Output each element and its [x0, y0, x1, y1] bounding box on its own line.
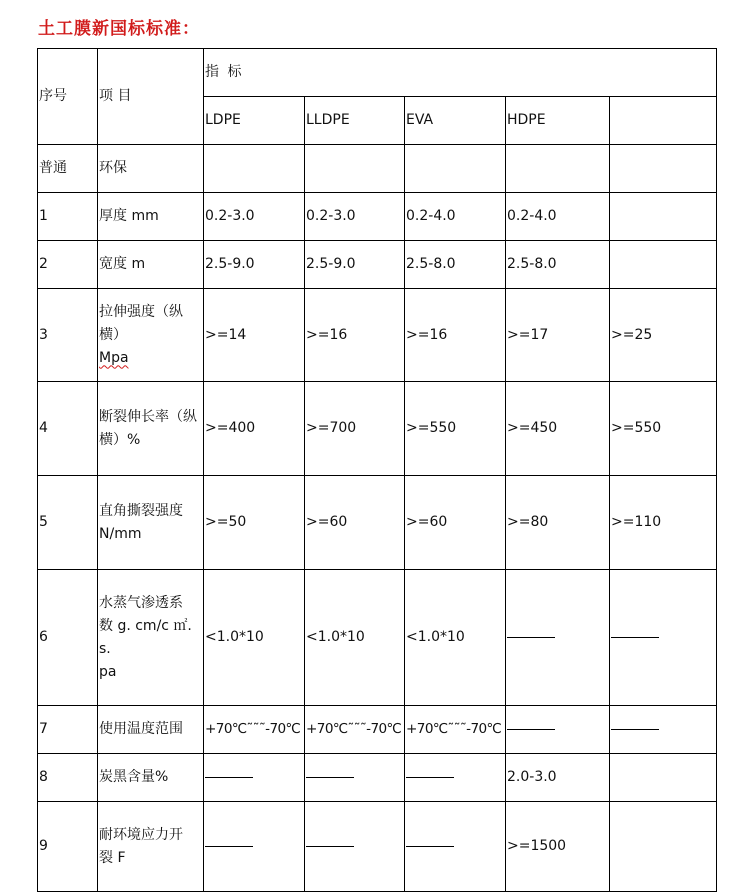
row-value: +70℃˜˜˜-70℃ [204, 706, 305, 754]
header-material-eva: EVA [405, 97, 506, 145]
header-row-1 [38, 49, 717, 97]
row-item-line: 裂 F [99, 849, 126, 866]
row-value: >=25 [610, 289, 717, 382]
header-material-lldpe: LLDPE [305, 97, 405, 145]
row-value: 2.5-8.0 [506, 241, 610, 289]
row-item [98, 570, 204, 706]
header-seq: 序号 [38, 49, 98, 145]
dash-mark [611, 637, 659, 638]
dash-mark [406, 846, 454, 847]
row-value [305, 802, 405, 892]
row-seq: 8 [38, 754, 98, 802]
row-value [610, 570, 717, 706]
header-material-hdpe: HDPE [506, 97, 610, 145]
dash-mark [507, 729, 555, 730]
empty-cell [204, 145, 305, 193]
row-item-line: 横）% [99, 431, 141, 448]
row-item [98, 802, 204, 892]
table-row [38, 570, 717, 706]
row-value: 2.5-9.0 [204, 241, 305, 289]
row-item [98, 476, 204, 570]
row-item-line: Mpa [99, 349, 129, 366]
dash-mark [205, 846, 253, 847]
row-value: +70℃˜˜˜-70℃ [305, 706, 405, 754]
row-item [98, 706, 204, 754]
row-value: 2.5-8.0 [405, 241, 506, 289]
row-value: >=16 [305, 289, 405, 382]
category-seq: 普通 [38, 145, 98, 193]
row-item-line: 数 g. cm/c ㎡.s. [99, 617, 192, 657]
dash-mark [306, 846, 354, 847]
row-value: 0.2-3.0 [204, 193, 305, 241]
row-value: >=14 [204, 289, 305, 382]
row-value: 2.5-9.0 [305, 241, 405, 289]
row-seq: 7 [38, 706, 98, 754]
row-value [506, 706, 610, 754]
geomembrane-standard-table [37, 48, 717, 892]
row-value: >=60 [405, 476, 506, 570]
row-item-line: 水蒸气渗透系 [99, 594, 183, 611]
row-value [204, 802, 305, 892]
row-seq: 2 [38, 241, 98, 289]
row-item-line: pa [99, 663, 117, 680]
row-value: >=700 [305, 382, 405, 476]
row-item [98, 754, 204, 802]
row-value: >=50 [204, 476, 305, 570]
row-value [610, 754, 717, 802]
row-value [610, 706, 717, 754]
table-row [38, 706, 717, 754]
row-value: >=450 [506, 382, 610, 476]
row-value: 0.2-4.0 [506, 193, 610, 241]
row-seq: 5 [38, 476, 98, 570]
row-value: >=80 [506, 476, 610, 570]
row-value: <1.0*10 [405, 570, 506, 706]
dash-mark [507, 637, 555, 638]
row-seq: 1 [38, 193, 98, 241]
row-item-line: 使用温度范围 [99, 721, 183, 737]
table-row [38, 476, 717, 570]
row-value [204, 754, 305, 802]
row-item [98, 289, 204, 382]
row-seq: 9 [38, 802, 98, 892]
row-item [98, 241, 204, 289]
category-row [38, 145, 717, 193]
row-value: >=400 [204, 382, 305, 476]
row-value [610, 802, 717, 892]
row-value: >=550 [610, 382, 717, 476]
row-value: <1.0*10 [305, 570, 405, 706]
row-value: >=16 [405, 289, 506, 382]
row-item-line: 直角撕裂强度 [99, 502, 183, 519]
row-item-line: N/mm [99, 525, 142, 542]
header-item: 项 目 [98, 49, 204, 145]
row-value [405, 754, 506, 802]
row-value: >=110 [610, 476, 717, 570]
empty-cell [405, 145, 506, 193]
dash-mark [205, 777, 253, 778]
row-item-line: 炭黑含量% [99, 769, 169, 785]
row-item-line: 横） [99, 326, 127, 343]
row-value [305, 754, 405, 802]
row-item [98, 382, 204, 476]
row-value: 0.2-3.0 [305, 193, 405, 241]
row-seq: 4 [38, 382, 98, 476]
row-item-line: 断裂伸长率（纵 [99, 408, 197, 425]
row-seq: 6 [38, 570, 98, 706]
row-value: 0.2-4.0 [405, 193, 506, 241]
empty-cell [610, 145, 717, 193]
row-value [610, 241, 717, 289]
table-row [38, 754, 717, 802]
row-value: +70℃˜˜˜-70℃ [405, 706, 506, 754]
row-item-line: 拉伸强度（纵 [99, 303, 183, 320]
row-value [405, 802, 506, 892]
table-row [38, 382, 717, 476]
row-item-line: 厚度 mm [99, 208, 159, 224]
row-item [98, 193, 204, 241]
row-value: 2.0-3.0 [506, 754, 610, 802]
table-row [38, 289, 717, 382]
row-value: <1.0*10 [204, 570, 305, 706]
table-row [38, 193, 717, 241]
data-rows [38, 193, 717, 892]
row-value [610, 193, 717, 241]
row-value: >=550 [405, 382, 506, 476]
dash-mark [306, 777, 354, 778]
row-item-line: 耐环境应力开 [99, 826, 183, 843]
dash-mark [406, 777, 454, 778]
empty-cell [305, 145, 405, 193]
header-material-ldpe: LDPE [204, 97, 305, 145]
empty-cell [506, 145, 610, 193]
document-title: 土工膜新国标标准： [38, 19, 200, 39]
dash-mark [611, 729, 659, 730]
row-value: >=1500 [506, 802, 610, 892]
row-item-line: 宽度 m [99, 256, 146, 272]
row-value: >=17 [506, 289, 610, 382]
row-value: >=60 [305, 476, 405, 570]
table-row [38, 802, 717, 892]
header-indicator: 指 标 [204, 49, 717, 97]
row-value [506, 570, 610, 706]
header-material-extra [610, 97, 717, 145]
table-row [38, 241, 717, 289]
category-item: 环保 [98, 145, 204, 193]
row-seq: 3 [38, 289, 98, 382]
